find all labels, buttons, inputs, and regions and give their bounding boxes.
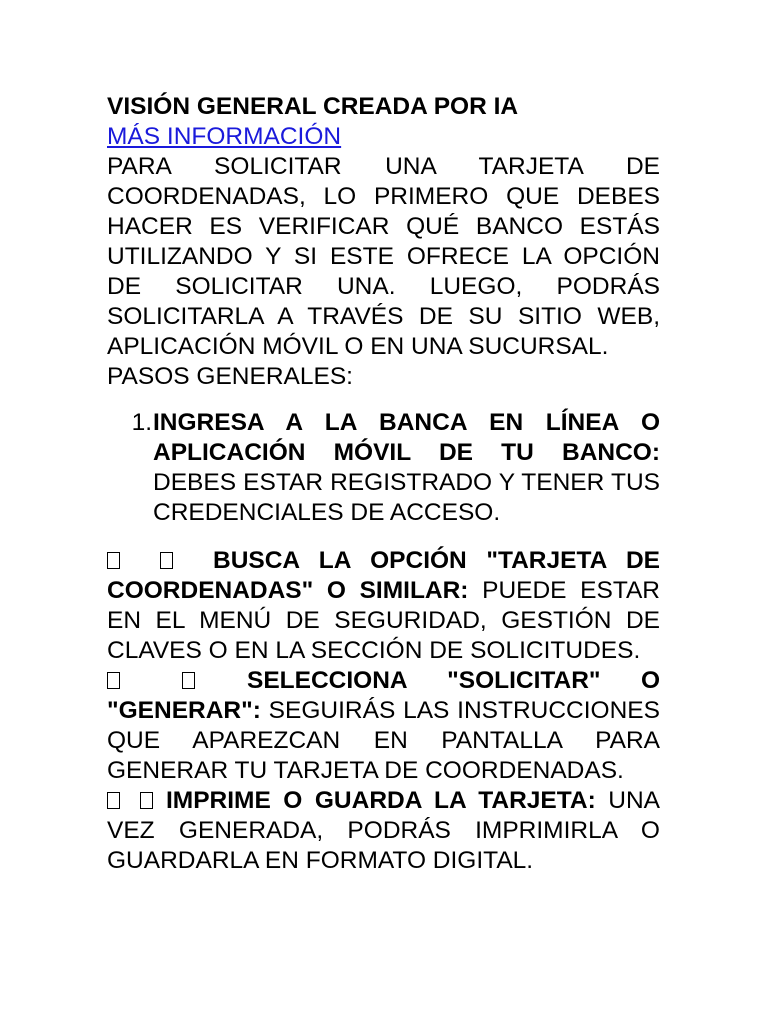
page-title: VISIÓN GENERAL CREADA POR IA [107,93,519,120]
list-item-text [153,408,660,528]
list-item [107,408,660,528]
bullet-item-bold: BUSCA LA OPCIÓN "TARJETA DE COORDENADAS" O SIMILAR: [107,547,660,604]
bullet-item [107,786,660,876]
intro-paragraph: PARA SOLICITAR UNA TARJETA DE COORDENADAS, LO PRIMERO QUE DEBES HACER ES VERIFICAR QUÉ BANCO ESTÁS UTILIZANDO Y SI ESTE OFRECE LA OPCIÓN DE SOLICITAR UNA. LUEGO, PODRÁS SOLICITARLA A TRAVÉS DE SU SITIO WEB, APLICACIÓN MÓVIL O EN UNA SUCURSAL. [107,153,660,360]
missing-glyph-box-icon [140,792,153,809]
document-page [107,92,660,876]
missing-glyph-box-icon [160,552,173,569]
bullet-item-bold: SELECCIONA "SOLICITAR" O "GENERAR": [107,667,660,724]
missing-glyph-box-icon [182,672,195,689]
bullet-item-body: SEGUIRÁS LAS INSTRUCCIONES QUE APAREZCAN EN PANTALLA PARA GENERAR TU TARJETA DE COORDENADAS. [107,697,660,784]
more-info-link[interactable]: MÁS INFORMACIÓN [107,123,342,150]
steps-heading: PASOS GENERALES: [107,363,353,390]
bullet-item-bold: IMPRIME O GUARDA LA TARJETA: [166,787,596,814]
missing-glyph-box-icon [107,672,120,689]
bullet-item [107,666,660,786]
list-number: 1. [131,409,152,436]
list-item-body: DEBES ESTAR REGISTRADO Y TENER TUS CREDENCIALES DE ACCESO. [153,469,660,526]
bullet-item-body: UNA VEZ GENERADA, PODRÁS IMPRIMIRLA O GUARDARLA EN FORMATO DIGITAL. [107,787,660,874]
list-item-bold: INGRESA A LA BANCA EN LÍNEA O APLICACIÓN MÓVIL DE TU BANCO: [153,409,660,466]
ordered-list [107,408,660,528]
bullet-item [107,546,660,666]
missing-glyph-box-icon [107,792,120,809]
missing-glyph-box-icon [107,552,120,569]
bullet-item-body: PUEDE ESTAR EN EL MENÚ DE SEGURIDAD, GESTIÓN DE CLAVES O EN LA SECCIÓN DE SOLICITUDES. [107,577,661,664]
